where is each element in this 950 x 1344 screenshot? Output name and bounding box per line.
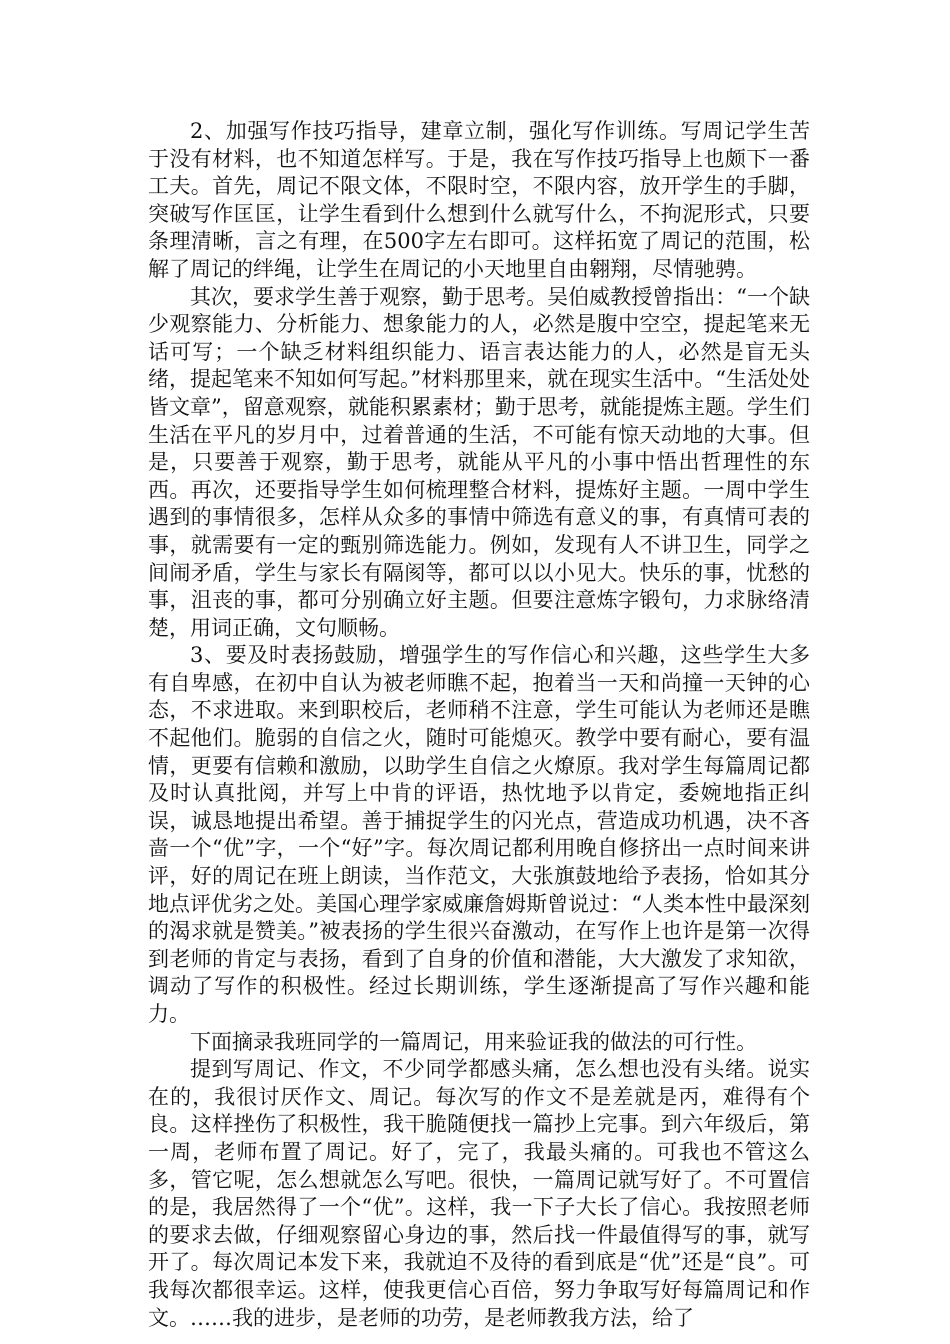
paragraph-observation: 其次，要求学生善于观察，勤于思考。吴伯威教授曾指出：“一个缺少观察能力、分析能力、想象能力的人，必然是腹中空空，提起笔来无话可写；一个缺乏材料组织能力、语言表达能力的人，必然是盲无头绪，提起笔来不知如何写起。”材料那里来，就在现实生活中。“生活处处皆文章”，留意观察，就能积累素材；勤于思考，就能提炼主题。学生们生活在平凡的岁月中，过着普通的生活，不可能有惊天动地的大事。但是，只要善于观察，勤于思考，就能从平凡的小事中悟出哲理性的东西。再次，还要指导学生如何梳理整合材料，提炼好主题。一周中学生遇到的事情很多，怎样从众多的事情中筛选有意义的事，有真情可表的事，就需要有一定的甄别筛选能力。例如，发现有人不讲卫生，同学之间闹矛盾，学生与家长有隔阂等，都可以以小见大。快乐的事，忧愁的事，沮丧的事，都可分别确立好主题。但要注意炼字锻句，力求脉络清楚，用词正确，文句顺畅。: [148, 284, 810, 640]
document-body: [148, 118, 810, 1332]
paragraph-writing-skills: 2、加强写作技巧指导，建章立制，强化写作训练。写周记学生苦于没有材料，也不知道怎样写。于是，我在写作技巧指导上也颇下一番工夫。首先，周记不限文体，不限时空，不限内容，放开学生的手脚，突破写作匡匡，让学生看到什么想到什么就写什么，不拘泥形式，只要条理清晰，言之有理，在500字左右即可。这样拓宽了周记的范围，松解了周记的绊绳，让学生在周记的小天地里自由翱翔，尽情驰骋。: [148, 119, 810, 281]
paragraph-student-journal: 提到写周记、作文，不少同学都感头痛，怎么想也没有头绪。说实在的，我很讨厌作文、周记。每次写的作文不是差就是丙，难得有个良。这样挫伤了积极性，我干脆随便找一篇抄上完事。到六年级后，第一周，老师布置了周记。好了，完了，我最头痛的。可我也不管这么多，管它呢，怎么想就怎么写吧。很快，一篇周记就写好了。不可置信的是，我居然得了一个“优”。这样，我一下子大长了信心。我按照老师的要求去做，仔细观察留心身边的事，然后找一件最值得写的事，就写开了。每次周记本发下来，我就迫不及待的看到底是“优”还是“良”。可我每次都很幸运。这样，使我更信心百倍，努力争取写好每篇周记和作文。……我的进步，是老师的功劳，是老师教我方法，给了: [148, 1057, 810, 1330]
paragraph-praise: 3、要及时表扬鼓励，增强学生的写作信心和兴趣，这些学生大多有自卑感，在初中自认为被老师瞧不起，抱着当一天和尚撞一天钟的心态，不求进取。来到职校后，老师稍不注意，学生可能认为老师还是瞧不起他们。脆弱的自信之火，随时可能熄灭。教学中要有耐心，要有温情，更要有信赖和激励，以助学生自信之火燎原。我对学生每篇周记都及时认真批阅，并写上中肯的评语，热忱地予以肯定，委婉地指正纠误，诚恳地提出希望。善于捕捉学生的闪光点，营造成功机遇，决不吝啬一个“优”字，一个“好”字。每次周记都利用晚自修挤出一点时间来讲评，好的周记在班上朗读，当作范文，大张旗鼓地给予表扬，恰如其分地点评优劣之处。美国心理学家威廉詹姆斯曾说过：“人类本性中最深刻的渴求就是赞美。”被表扬的学生很兴奋激动，在写作上也许是第一次得到老师的肯定与表扬，看到了自身的价值和潜能，大大激发了求知欲，调动了写作的积极性。经过长期训练，学生逐渐提高了写作兴趣和能力。: [148, 643, 810, 1026]
paragraph-excerpt-intro: 下面摘录我班同学的一篇周记，用来验证我的做法的可行性。: [190, 1029, 757, 1054]
